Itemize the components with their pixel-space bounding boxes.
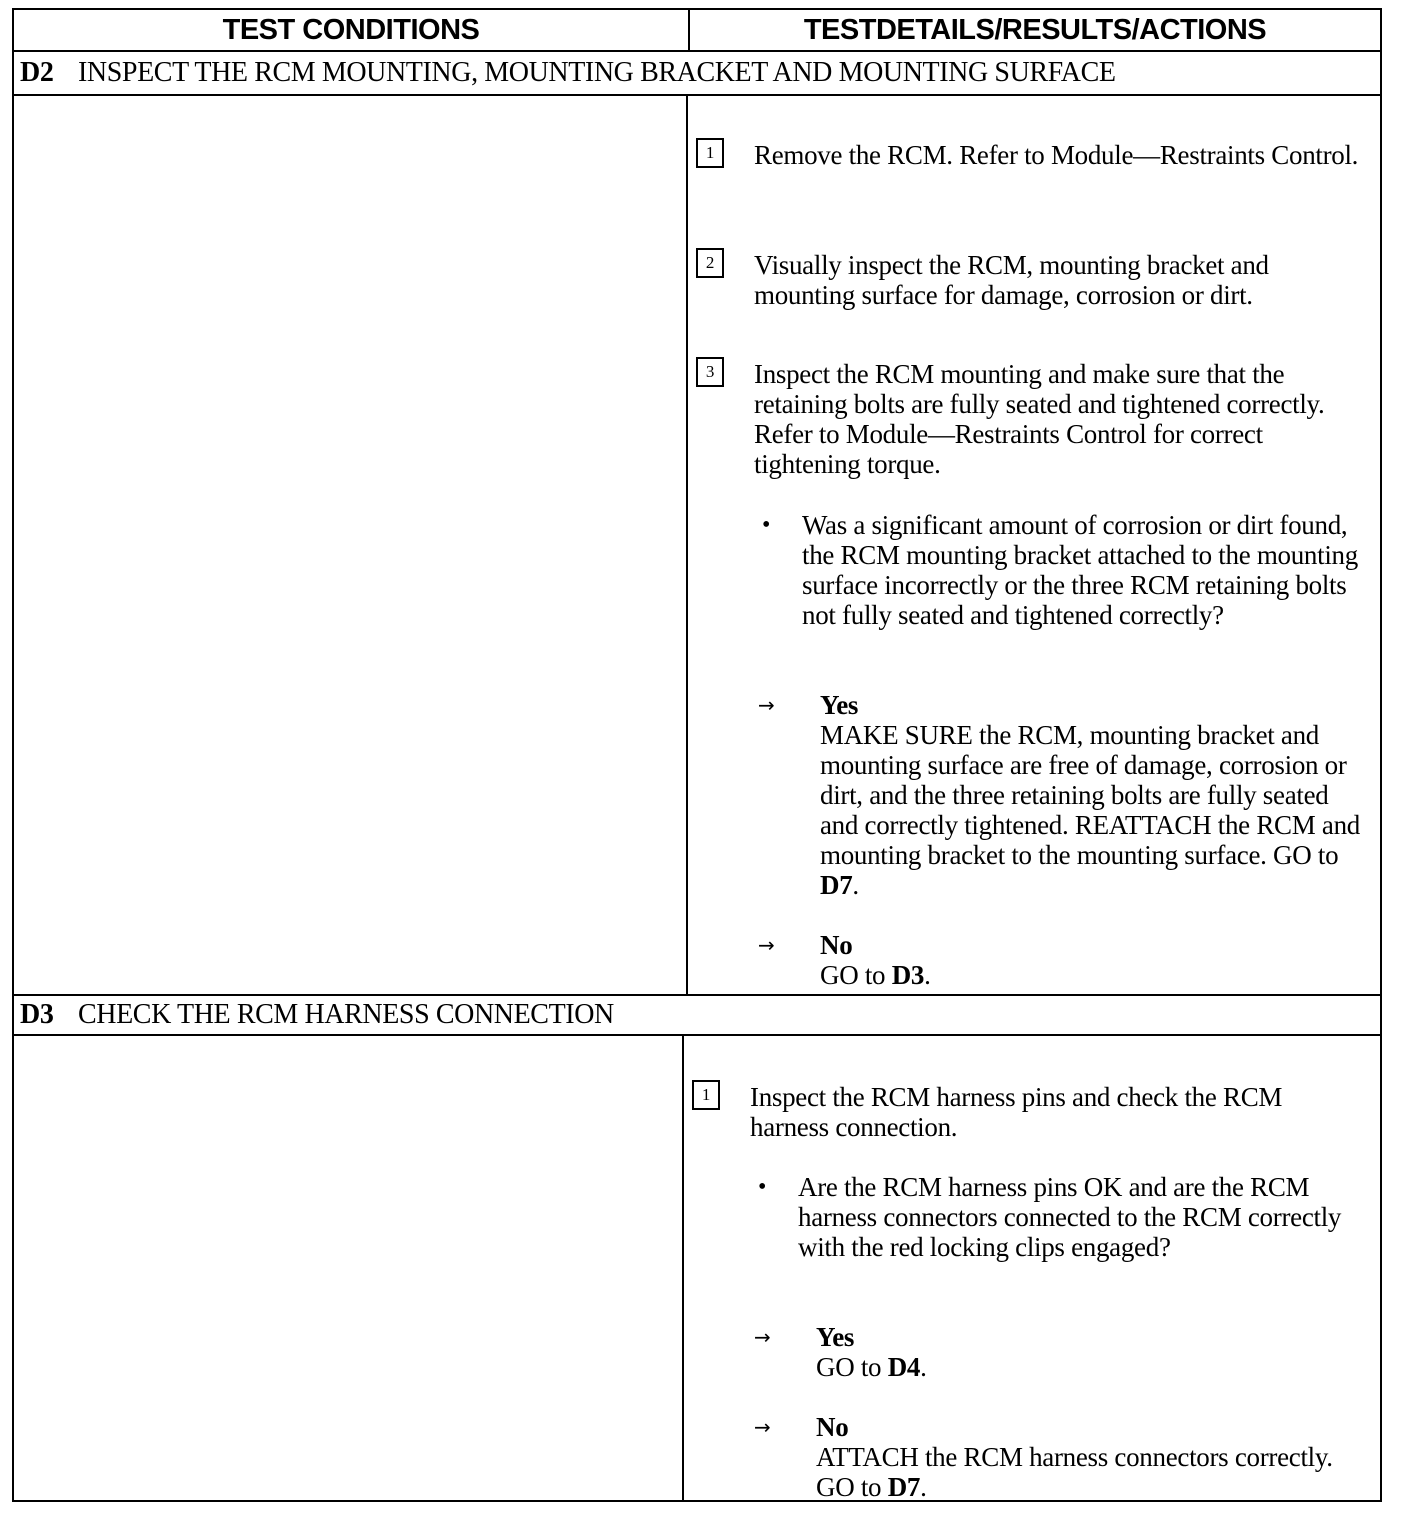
- d2-question-bullet: •: [762, 512, 771, 538]
- d2-yes-answer: Yes MAKE SURE the RCM, mounting bracket and mounting surface are free of damage, corrosion or dirt, and the three retaining bolts are fully seated and correctly tightened. REATTACH the RCM and mounting bracket to the mounting surface. GO to D7.: [820, 690, 1365, 900]
- d2-yes-arrow-icon: →: [758, 693, 775, 717]
- d3-yes-answer: Yes GO to D4.: [816, 1322, 1361, 1382]
- d3-no-text: ATTACH the RCM harness connectors correctly. GO to: [816, 1442, 1333, 1502]
- d3-question: Are the RCM harness pins OK and are the RCM harness connectors connected to the RCM correctly with the red locking clips engaged?: [798, 1172, 1342, 1262]
- d3-no-arrow-icon: →: [754, 1415, 771, 1439]
- d2-step-3-text: Inspect the RCM mounting and make sure that the retaining bolts are fully seated and tightened correctly. Refer to Module—Restraints Control for correct tightening torque.: [754, 359, 1325, 479]
- d3-step-1-number: 1: [692, 1080, 720, 1110]
- d2-step-2-number: 2: [696, 248, 724, 278]
- d2-step-1-text: Remove the RCM. Refer to Module—Restraints Control.: [754, 140, 1359, 170]
- step-d2-id: D2: [20, 57, 54, 88]
- step-d2-body: [14, 96, 1380, 996]
- step-d2-title-row: [14, 52, 1380, 96]
- d2-no-label: No: [820, 930, 853, 960]
- step-d3-title-row: [14, 996, 1380, 1036]
- d2-yes-label: Yes: [820, 690, 859, 720]
- d2-no-ref: D3: [891, 960, 925, 990]
- header-test-details: TESTDETAILS/RESULTS/ACTIONS: [803, 13, 1267, 46]
- d3-no-ref: D7: [887, 1472, 921, 1502]
- d3-step-1-text: Inspect the RCM harness pins and check the RCM harness connection.: [750, 1082, 1283, 1142]
- step-d2-conditions: [14, 96, 688, 994]
- step-d2-title: INSPECT THE RCM MOUNTING, MOUNTING BRACKET AND MOUNTING SURFACE: [78, 57, 1116, 88]
- table-header: [14, 10, 1380, 52]
- d2-step-3-number: 3: [696, 357, 724, 387]
- d2-no-text: GO to: [820, 960, 886, 990]
- d3-yes-label: Yes: [816, 1322, 855, 1352]
- d3-yes-text: GO to: [816, 1352, 882, 1382]
- step-d3-title: CHECK THE RCM HARNESS CONNECTION: [78, 999, 614, 1030]
- d3-question-bullet: •: [758, 1174, 767, 1200]
- d2-step-2-text: Visually inspect the RCM, mounting bracket and mounting surface for damage, corrosion or dirt.: [754, 250, 1269, 310]
- d2-no-arrow-icon: →: [758, 933, 775, 957]
- d2-step-1-number: 1: [696, 138, 724, 168]
- d3-no-answer: No ATTACH the RCM harness connectors correctly. GO to D7.: [816, 1412, 1361, 1502]
- header-test-conditions: TEST CONDITIONS: [14, 10, 690, 50]
- d3-no-label: No: [816, 1412, 849, 1442]
- diagnostic-table: [12, 8, 1382, 1502]
- step-d3-body: [14, 1036, 1380, 1500]
- step-d2-details: [688, 96, 1380, 994]
- d2-no-answer: No GO to D3.: [820, 930, 1365, 990]
- d2-yes-text: MAKE SURE the RCM, mounting bracket and mounting surface are free of damage, corrosion or dirt, and the three retaining bolts are fully seated and correctly tightened. REATTACH the RCM and mounting bracket to the mounting surface. GO to: [820, 720, 1360, 870]
- d3-yes-arrow-icon: →: [754, 1325, 771, 1349]
- d2-question: Was a significant amount of corrosion or dirt found, the RCM mounting bracket attached to the mounting surface incorrectly or the three RCM retaining bolts not fully seated and tightened correctly?: [802, 510, 1358, 630]
- step-d3-details: [684, 1036, 1380, 1500]
- step-d3-conditions: [14, 1036, 684, 1500]
- step-d3-id: D3: [20, 999, 54, 1030]
- d2-yes-ref: D7: [820, 870, 853, 900]
- d3-yes-ref: D4: [887, 1352, 921, 1382]
